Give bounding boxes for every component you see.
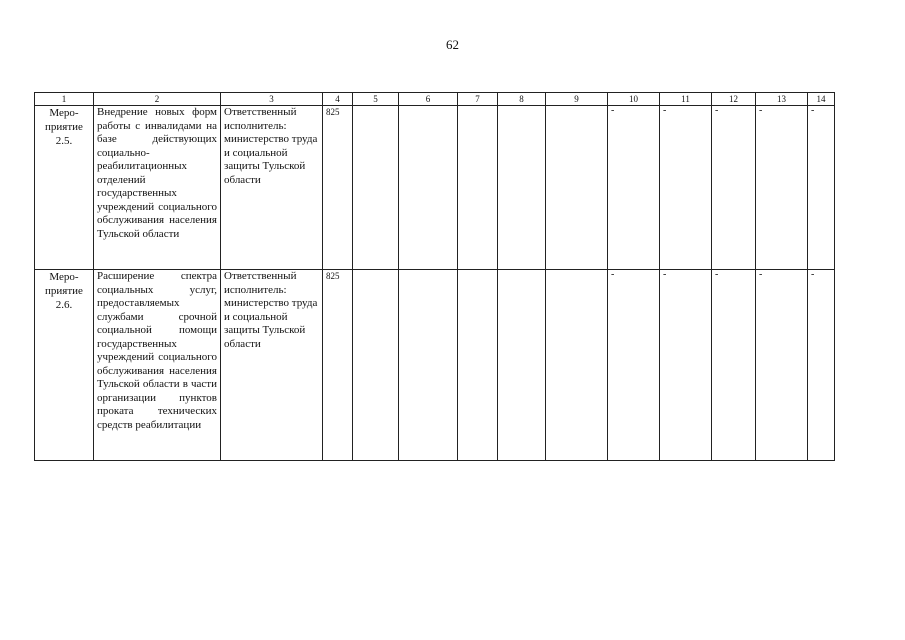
measure-description: Расширение спектра социальных услуг, предоставляемых службами срочной социальной помощи государственных учреждений социального обслуживания населения Тульской области в части организации пунктов проката технических средств реабилитации: [94, 270, 221, 461]
table-cell: [498, 270, 546, 461]
plan-table: [34, 92, 835, 461]
measure-responsible: Ответственный исполнитель: министерство труда и социальной защиты Тульской области: [221, 106, 323, 270]
column-header-13: 13: [756, 93, 808, 106]
column-header-10: 10: [608, 93, 660, 106]
column-header-1: 1: [35, 93, 94, 106]
table-cell: [399, 106, 458, 270]
table-cell: -: [808, 270, 835, 461]
table-cell: [353, 106, 399, 270]
table-cell: -: [660, 106, 712, 270]
table-cell: -: [608, 106, 660, 270]
table-cell: [546, 106, 608, 270]
measure-label-line: 2.5.: [55, 135, 73, 147]
table-cell: -: [756, 270, 808, 461]
column-header-14: 14: [808, 93, 835, 106]
measure-code: 825: [323, 270, 353, 461]
column-header-4: 4: [323, 93, 353, 106]
table-cell: -: [808, 106, 835, 270]
column-header-12: 12: [712, 93, 756, 106]
table-cell: -: [756, 106, 808, 270]
column-header-3: 3: [221, 93, 323, 106]
table-row: [35, 106, 835, 270]
column-header-11: 11: [660, 93, 712, 106]
table-row: [35, 270, 835, 461]
table-cell: [458, 106, 498, 270]
table-cell: -: [712, 106, 756, 270]
measure-label-line: Меро-: [49, 107, 79, 119]
column-header-5: 5: [353, 93, 399, 106]
column-header-6: 6: [399, 93, 458, 106]
measure-label-line: приятие: [45, 285, 83, 297]
table-cell: -: [608, 270, 660, 461]
table-cell: [546, 270, 608, 461]
measure-label-line: Меро-: [49, 271, 79, 283]
table-cell: [458, 270, 498, 461]
table-cell: [399, 270, 458, 461]
column-header-9: 9: [546, 93, 608, 106]
table-cell: [498, 106, 546, 270]
measure-responsible: Ответственный исполнитель: министерство труда и социальной защиты Тульской области: [221, 270, 323, 461]
measure-code: 825: [323, 106, 353, 270]
measure-label: [35, 270, 94, 461]
column-header-2: 2: [94, 93, 221, 106]
header-row: [35, 93, 835, 106]
table-cell: [353, 270, 399, 461]
measure-label-line: 2.6.: [55, 299, 73, 311]
column-header-8: 8: [498, 93, 546, 106]
column-header-7: 7: [458, 93, 498, 106]
table-cell: -: [712, 270, 756, 461]
table-cell: -: [660, 270, 712, 461]
measure-label: [35, 106, 94, 270]
measure-description: Внедрение новых форм работы с инвалидами на базе действующих социально-реабилитационных отделений государственных учреждений социального обслуживания населения Тульской области: [94, 106, 221, 270]
page-number: 62: [446, 37, 459, 52]
measure-label-line: приятие: [45, 121, 83, 133]
